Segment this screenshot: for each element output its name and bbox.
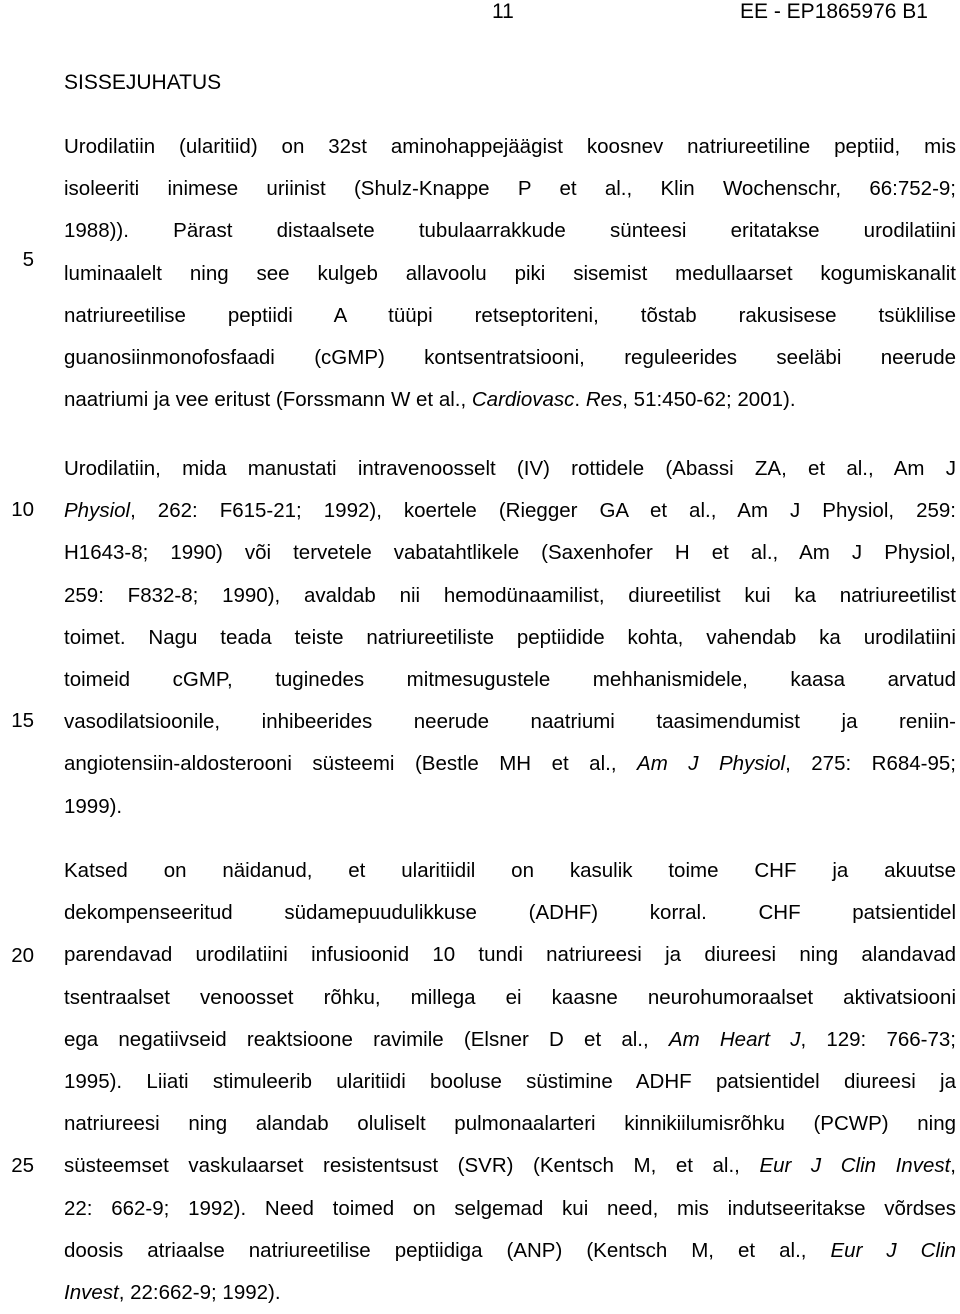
journal-title: Eur J Clin: [830, 1238, 956, 1262]
page-number: 11: [492, 0, 514, 23]
journal-title: Res: [585, 388, 623, 412]
text-run: ,: [950, 1154, 956, 1178]
journal-title: Invest: [64, 1280, 119, 1304]
text-run: parendavad urodilatiini infusioonid 10 tundi natriureesi ja diureesi ning alandavad: [64, 943, 956, 967]
paragraph-line: [64, 210, 956, 252]
text-run: isoleeriti inimese uriinist (Shulz-Knappe P et al., Klin Wochenschr, 66:752-9;: [64, 177, 956, 201]
text-run: naatriumi ja vee eritust (Forssmann W et al.,: [64, 388, 472, 412]
text-run: süsteemset vaskulaarset resistentsust (SVR) (Kentsch M, et al.,: [64, 1154, 760, 1178]
line-number-5: 5: [22, 248, 34, 271]
journal-title: Eur J Clin Invest: [759, 1154, 951, 1178]
paragraph-line: [64, 1230, 956, 1272]
text-run: .: [574, 388, 586, 412]
paragraph-1: [64, 126, 956, 421]
text-run: toimet. Nagu teada teiste natriureetiliste peptiidide kohta, vahendab ka urodilatiini: [64, 625, 956, 649]
paragraph-line: [64, 977, 956, 1019]
paragraph-line: [64, 1188, 956, 1230]
text-run: , 275: R684-95;: [785, 752, 956, 776]
paragraph-line: [64, 490, 956, 532]
paragraph-line: [64, 1019, 956, 1061]
paragraph-line: [64, 448, 956, 490]
text-run: , 129: 766-73;: [800, 1027, 956, 1051]
section-heading: SISSEJUHATUS: [64, 71, 222, 94]
paragraph-line: [64, 532, 956, 574]
text-run: angiotensiin-aldosterooni süsteemi (Bestle MH et al.,: [64, 752, 638, 776]
text-run: guanosiinmonofosfaadi (cGMP) kontsentratsiooni, reguleerides seeläbi neerude: [64, 345, 956, 369]
paragraph-line: [64, 617, 956, 659]
line-number-10: 10: [11, 498, 34, 521]
text-run: ega negatiivseid reaktsioone ravimile (Elsner D et al.,: [64, 1027, 669, 1051]
text-run: , 22:662-9; 1992).: [118, 1280, 281, 1304]
paragraph-line: [64, 786, 956, 828]
text-run: toimeid cGMP, tuginedes mitmesugustele mehhanismidele, kaasa arvatud: [64, 667, 956, 691]
paragraph-line: [64, 379, 956, 421]
text-run: 259: F832-8; 1990), avaldab nii hemodünaamilist, diureetilist kui ka natriureetilist: [64, 583, 956, 607]
paragraph-line: [64, 1272, 956, 1314]
line-number-15: 15: [11, 709, 34, 732]
line-number-20: 20: [11, 944, 34, 967]
text-run: 1999).: [64, 794, 123, 818]
text-run: Urodilatiin, mida manustati intravenoosselt (IV) rottidele (Abassi ZA, et al., Am J: [64, 457, 956, 480]
text-run: doosis atriaalse natriureetilise peptiidiga (ANP) (Kentsch M, et al.,: [64, 1238, 831, 1262]
paragraph-line: [64, 743, 956, 785]
paragraph-line: [64, 659, 956, 701]
paragraph-line: [64, 1061, 956, 1103]
text-run: 1995). Liiati stimuleerib ularitiidi booluse süstimine ADHF patsientidel diureesi ja: [64, 1069, 956, 1093]
journal-title: Cardiovasc: [471, 388, 575, 412]
journal-title: Am Heart J: [668, 1027, 801, 1051]
paragraph-line: [64, 168, 956, 210]
text-run: H1643-8; 1990) või tervetele vabatahtlikele (Saxenhofer H et al., Am J Physiol,: [64, 541, 956, 565]
paragraph-line: [64, 850, 956, 892]
text-run: 1988)). Pärast distaalsete tubulaarrakkude sünteesi eritatakse urodilatiini: [64, 219, 956, 243]
paragraph-3: [64, 850, 956, 1314]
line-number-25: 25: [11, 1154, 34, 1177]
journal-title: Physiol: [64, 499, 131, 523]
text-run: tsentraalset venoosset rõhku, millega ei kaasne neurohumoraalset aktivatsiooni: [64, 985, 956, 1009]
text-run: , 262: F615-21; 1992), koertele (Riegger GA et al., Am J Physiol, 259:: [130, 499, 956, 523]
text-run: natriureetilise peptiidi A tüüpi retseptoriteni, tõstab rakusisese tsüklilise: [64, 303, 956, 327]
text-run: 22: 662-9; 1992). Need toimed on selgemad kui need, mis indutseeritakse võrdses: [64, 1196, 956, 1220]
paragraph-line: [64, 337, 956, 379]
paragraph-line: [64, 295, 956, 337]
paragraph-line: [64, 934, 956, 976]
paragraph-2: [64, 448, 956, 828]
paragraph-line: [64, 575, 956, 617]
text-run: dekompenseeritud südamepuudulikkuse (ADHF) korral. CHF patsientidel: [64, 901, 956, 925]
paragraph-line: [64, 253, 956, 295]
paragraph-line: [64, 892, 956, 934]
text-run: , 51:450-62; 2001).: [622, 388, 796, 412]
text-run: Katsed on näidanud, et ularitiidil on kasulik toime CHF ja akuutse: [64, 859, 956, 882]
journal-title: Am J Physiol: [637, 752, 786, 776]
paragraph-line: [64, 1103, 956, 1145]
paragraph-line: [64, 126, 956, 168]
text-run: vasodilatsioonile, inhibeerides neerude naatriumi taasimendumist ja reniin-: [64, 710, 956, 734]
text-run: natriureesi ning alandab oluliselt pulmonaalarteri kinnikiilumisrõhku (PCWP) ning: [64, 1112, 956, 1136]
paragraph-line: [64, 701, 956, 743]
text-run: luminaalelt ning see kulgeb allavoolu piki sisemist medullaarset kogumiskanalit: [64, 261, 956, 285]
text-run: Urodilatiin (ularitiid) on 32st aminohappejäägist koosnev natriureetiline peptiid, mis: [64, 135, 956, 158]
document-id: EE - EP1865976 B1: [740, 0, 928, 23]
paragraph-line: [64, 1145, 956, 1187]
